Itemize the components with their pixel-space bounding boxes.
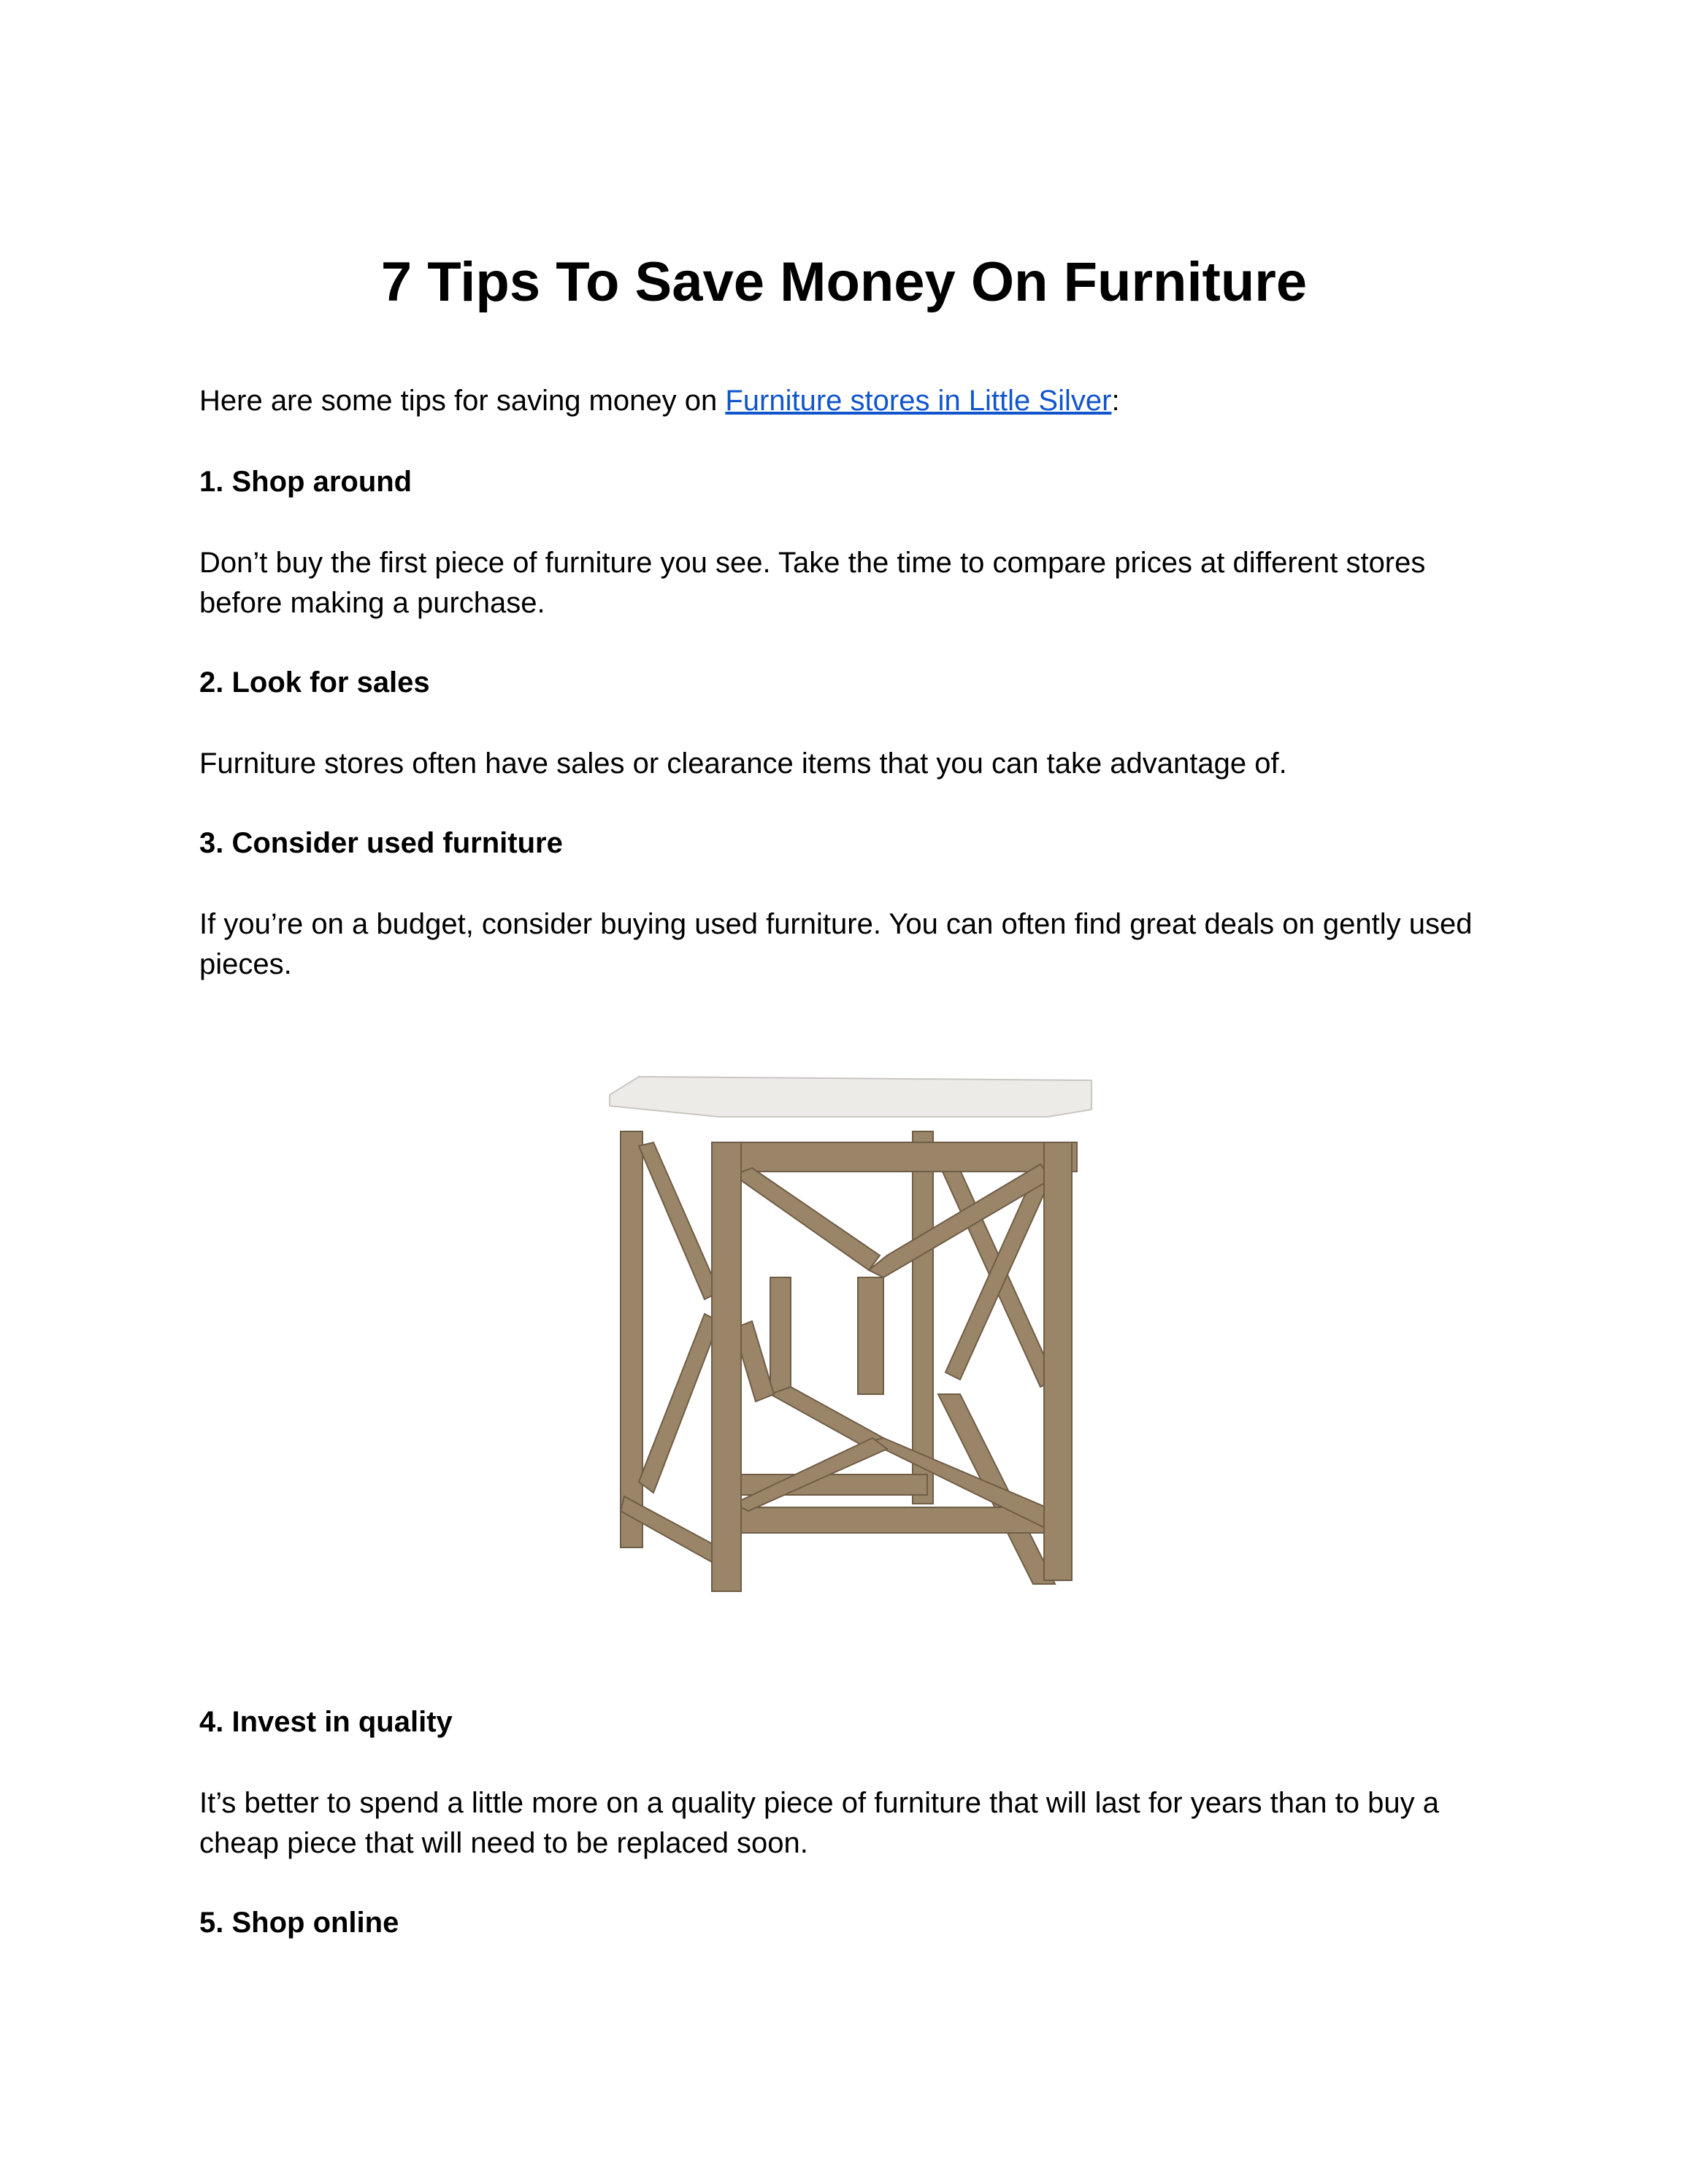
tip-2-heading: 2. Look for sales (199, 666, 430, 699)
page-title: 7 Tips To Save Money On Furniture (380, 251, 1308, 313)
intro-text: Here are some tips for saving money on (199, 385, 726, 417)
tip-3-body: If you’re on a budget, consider buying used furniture. You can often find great deals on gently used pieces. (199, 908, 1473, 980)
tip-2-body: Furniture stores often have sales or clearance items that you can take advantage of. (199, 747, 1287, 780)
tip-4-heading: 4. Invest in quality (199, 1706, 453, 1738)
tip-3-heading: 3. Consider used furniture (199, 827, 563, 859)
tip-5-heading: 5. Shop online (199, 1907, 399, 1939)
side-table-image (595, 1073, 1106, 1606)
tip-1-body: Don’t buy the first piece of furniture you see. Take the time to compare prices at different stores before making a purchase. (199, 547, 1426, 619)
furniture-stores-link[interactable]: Furniture stores in Little Silver (725, 385, 1112, 417)
table-top (610, 1077, 1092, 1117)
intro-paragraph (199, 381, 1506, 421)
tip-1-heading: 1. Shop around (199, 466, 413, 498)
tip-4-body: It’s better to spend a little more on a quality piece of furniture that will last for years than to buy a cheap piece that will need to be replaced soon. (199, 1787, 1439, 1859)
intro-colon: : (1111, 385, 1120, 417)
